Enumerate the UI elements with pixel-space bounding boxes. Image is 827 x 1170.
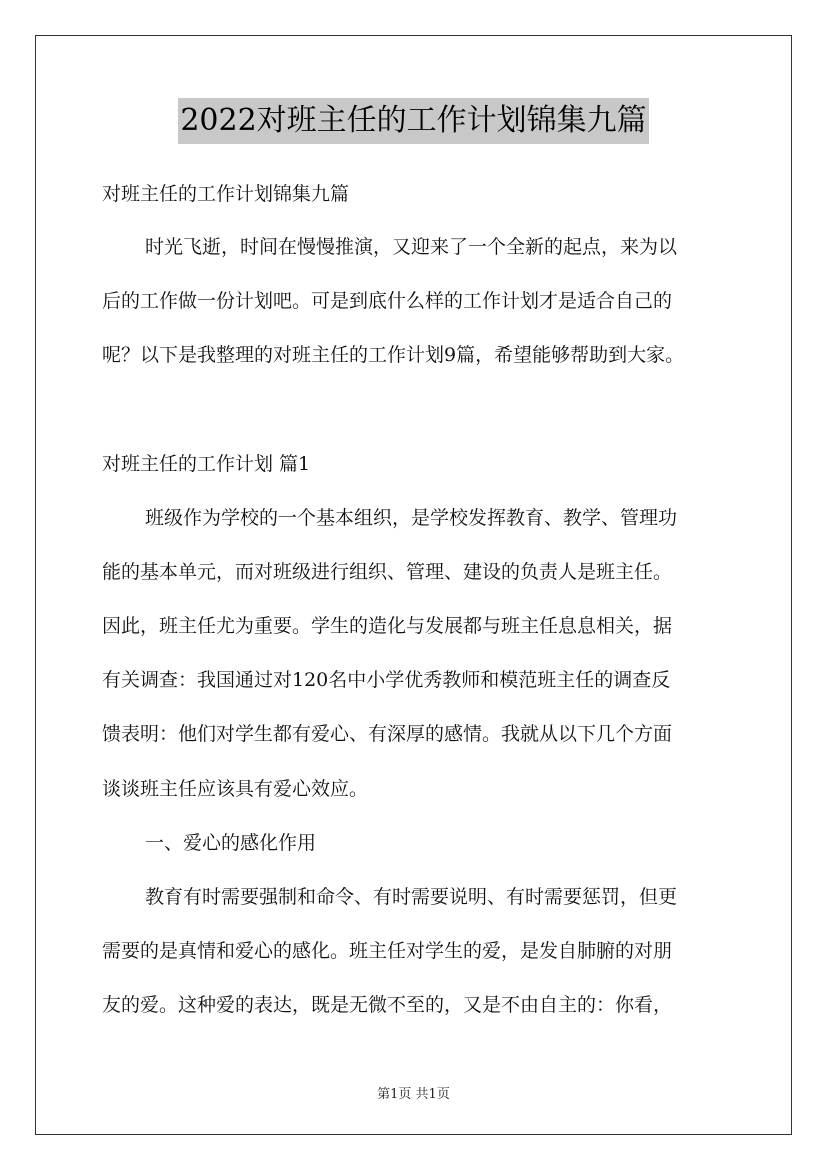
page-footer: 第1页 共1页 (377, 1087, 450, 1102)
paragraph-line: 馈表明：他们对学生都有爱心、有深厚的感情。我就从以下几个方面 (102, 723, 673, 745)
paragraph-line: 教育有时需要强制和命令、有时需要说明、有时需要惩罚，但更 (145, 886, 678, 908)
intro-line: 后的工作做一份计划吧。可是到底什么样的工作计划才是适合自己的 (102, 290, 673, 312)
subheading: 一、爱心的感化作用 (145, 832, 317, 854)
paragraph-line: 因此，班主任尤为重要。学生的造化与发展都与班主任息息相关，据 (102, 615, 673, 637)
paragraph-line: 有关调查：我国通过对120名中小学优秀教师和模范班主任的调查反 (102, 669, 671, 691)
document-title: 2022对班主任的工作计划锦集九篇 (178, 98, 648, 144)
document-subtitle: 对班主任的工作计划锦集九篇 (102, 183, 350, 205)
intro-line: 时光飞逝，时间在慢慢推演，又迎来了一个全新的起点，来为以 (145, 236, 678, 258)
paragraph-line: 谈谈班主任应该具有爱心效应。 (102, 778, 369, 800)
paragraph-line: 需要的是真情和爱心的感化。班主任对学生的爱，是发自肺腑的对朋 (102, 940, 673, 962)
paragraph-line: 友的爱。这种爱的表达，既是无微不至的，又是不由自主的：你看， (102, 994, 673, 1016)
paragraph-line: 班级作为学校的一个基本组织，是学校发挥教育、教学、管理功 (145, 507, 678, 529)
intro-line: 呢？以下是我整理的对班主任的工作计划9篇，希望能够帮助到大家。 (102, 344, 685, 366)
title-container (0, 98, 827, 144)
section-heading: 对班主任的工作计划 篇1 (102, 453, 311, 475)
paragraph-line: 能的基本单元，而对班级进行组织、管理、建设的负责人是班主任。 (102, 561, 673, 583)
